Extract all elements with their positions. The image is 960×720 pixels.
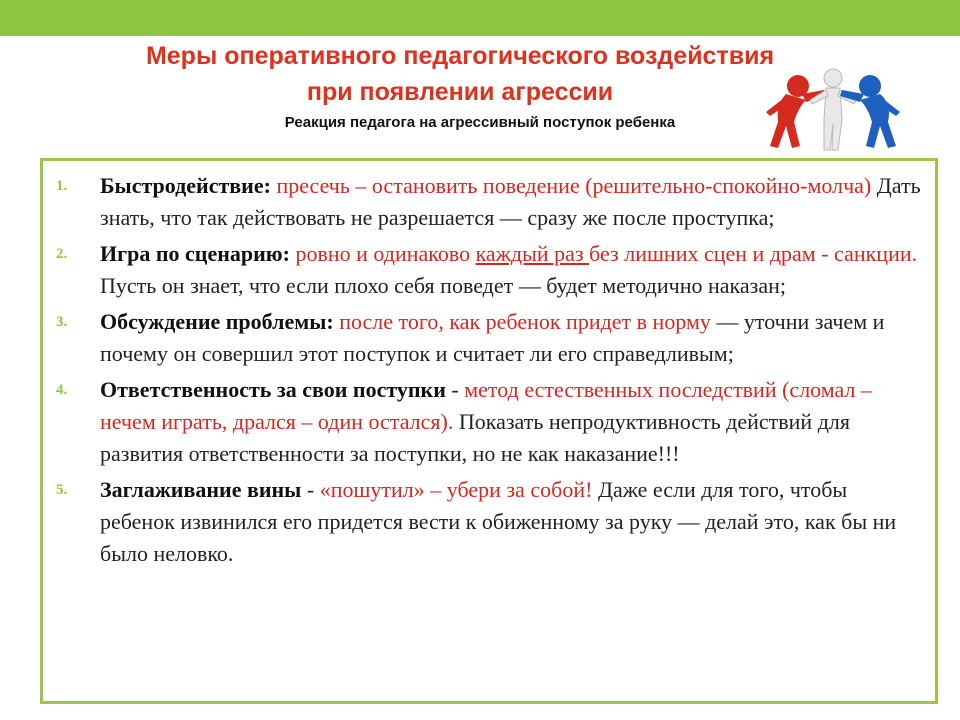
list-item [56,306,926,370]
list-item [56,170,926,234]
item-number: 2. [56,246,68,262]
item-red-text-2: без лишних сцен и драм - санкции. [589,241,918,266]
measures-list [56,170,926,574]
item-text: Дать знать, что так действовать не разрешается — сразу же после проступка; [100,173,921,230]
title-line-1: Меры оперативного педагогического воздействия [145,42,775,70]
item-number: 5. [56,482,68,498]
list-item [56,374,926,470]
item-term: Обсуждение проблемы: [100,309,334,334]
blue-figure [840,75,900,148]
item-text: Даже если для того, чтобы ребенок извинился его придется вести к обиженному за руку — делай это, как бы ни было неловко. [100,477,897,566]
item-number: 4. [56,382,68,398]
item-red-text: пресечь – остановить поведение (решительно-спокойно-молча) [270,173,872,198]
item-text: Пусть он знает, что если плохо себя поведет — будет методично наказан; [100,273,786,298]
item-red-text: после того, как ребенок придет в норму [333,309,711,334]
list-item [56,238,926,302]
item-term: Быстродействие: [100,173,271,198]
title-line-2: при появлении агрессии [306,78,614,106]
item-red-text: ровно и одинаково [289,241,476,266]
item-red-text: метод естественных последствий (сломал – нечем играть, дрался – один остался). [100,377,872,434]
item-number: 1. [56,178,68,194]
item-term: Ответственность за свои поступки [100,377,446,402]
item-separator: - [301,477,320,502]
item-term: Игра по сценарию: [100,241,290,266]
list-item [56,474,926,570]
slide-subtitle: Реакция педагога на агрессивный поступок ребенка [284,114,676,131]
item-separator: - [445,377,465,402]
white-figure [810,69,856,150]
item-term: Заглаживание вины [100,477,302,502]
red-figure [766,75,826,148]
item-text: Показать непродуктивность действий для развития ответственности за поступки, но не как наказание!!! [100,409,850,466]
item-number: 3. [56,314,68,330]
item-red-text: «пошутил» – убери за собой! [319,477,593,502]
item-text: — уточни зачем и почему он совершил этот поступок и считает ли его справедливым; [100,309,885,366]
top-accent-bar [0,0,960,36]
fighting-figures-icon [746,64,916,156]
item-red-underlined-text: каждый раз [475,241,590,266]
